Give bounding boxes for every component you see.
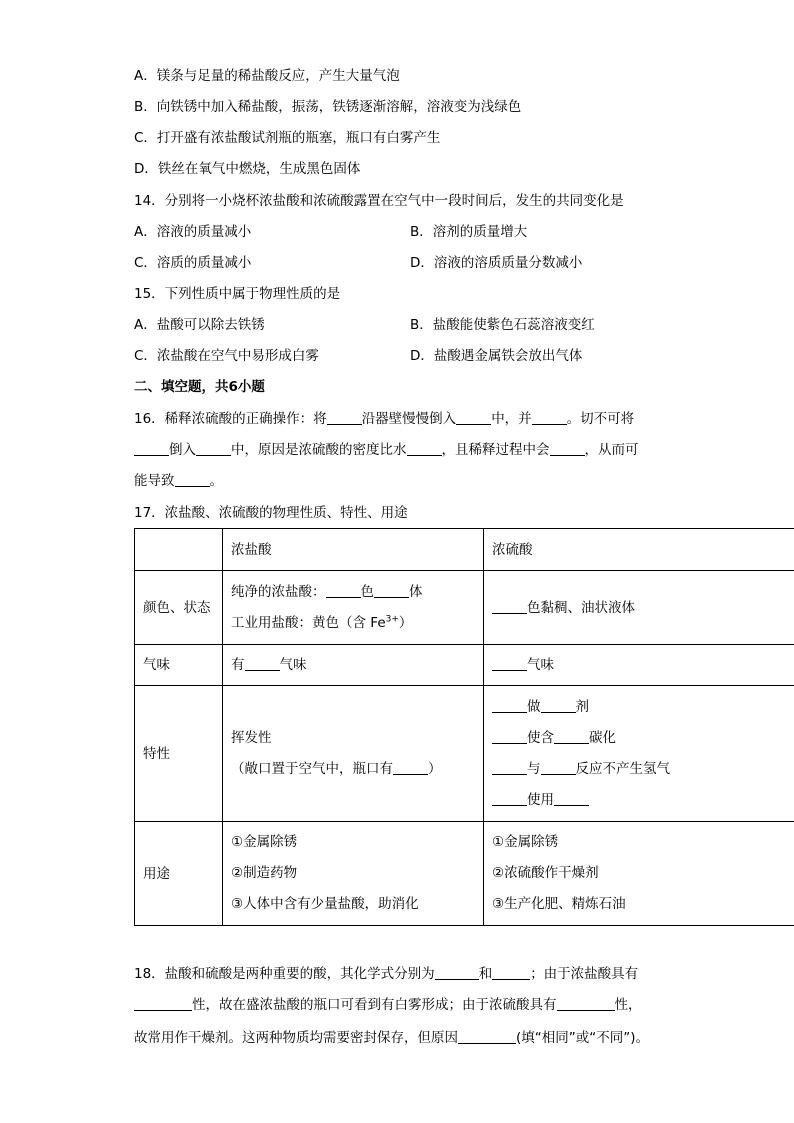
cell-line (492, 785, 794, 816)
row-label: 用途 (135, 822, 223, 926)
row-label: 特性 (135, 686, 223, 822)
answer-blank[interactable] (492, 729, 527, 744)
cell-text: 体 (409, 583, 423, 600)
cell-text: 使含 (527, 729, 554, 746)
q13-option-b: B．向铁锈中加入稀盐酸，振荡，铁锈逐渐溶解，溶液变为浅绿色 (134, 99, 522, 115)
properties-table (134, 528, 794, 926)
cell-text: 与 (527, 760, 541, 777)
q14-option-d: D．溶液的溶质质量分数减小 (410, 255, 583, 271)
answer-blank[interactable] (492, 656, 527, 671)
answer-blank[interactable] (327, 410, 362, 425)
answer-blank[interactable] (492, 599, 527, 614)
table-header-row (135, 529, 794, 571)
table-row-property (135, 686, 794, 822)
cell-line: 挥发性 (231, 729, 272, 746)
cell-line (492, 723, 794, 754)
answer-blank[interactable] (175, 472, 210, 487)
q18-text: 性，故在盛浓盐酸的瓶口可看到有白雾形成；由于浓硫酸具有 (192, 997, 557, 1013)
q16-text: ，且稀释过程中会 (441, 442, 550, 458)
cell-text: 做 (527, 698, 541, 715)
answer-blank[interactable] (196, 441, 231, 456)
q16-text: 倒入 (169, 442, 196, 458)
q16-line-2 (134, 440, 639, 460)
table-row-color (135, 571, 794, 645)
section-2-heading: 二、填空题，共6小题 (134, 379, 265, 395)
hcl-cell (223, 686, 484, 822)
q16-text: ，从而可 (584, 442, 639, 458)
q14-stem: 14．分别将一小烧杯浓盐酸和浓硫酸露置在空气中一段时间后，发生的共同变化是 (134, 193, 624, 209)
cell-line: ③人体中含有少量盐酸，助消化 (231, 896, 419, 912)
cell-line (231, 577, 483, 608)
q14-option-a: A．溶液的质量减小 (134, 224, 252, 240)
table-row-use (135, 822, 794, 926)
answer-blank[interactable] (456, 410, 491, 425)
q16-text: 中，并 (491, 411, 532, 427)
answer-blank[interactable] (541, 698, 576, 713)
h2so4-cell (484, 822, 794, 926)
cell-text: 纯净的浓盐酸： (231, 583, 326, 600)
answer-blank[interactable] (407, 441, 442, 456)
table-header-cell (135, 529, 223, 571)
answer-blank[interactable] (550, 441, 585, 456)
cell-line: ②制造药物 (231, 865, 298, 881)
q18-line-3 (134, 1028, 649, 1048)
q15-option-b: B．盐酸能使紫色石蕊溶液变红 (410, 317, 595, 333)
answer-blank[interactable] (557, 996, 615, 1011)
q16-text: 中，原因是浓硫酸的密度比水 (231, 442, 407, 458)
cell-text: 使用 (527, 791, 554, 808)
q18-text: 故常用作干燥剂。这两种物质均需要密封保存，但原因 (134, 1030, 458, 1046)
answer-blank[interactable] (532, 410, 567, 425)
q13-option-a: A．镁条与足量的稀盐酸反应，产生大量气泡 (134, 68, 400, 84)
cell-text: ） (428, 760, 442, 777)
cell-text: 色 (360, 583, 374, 600)
cell-text: 碳化 (589, 729, 616, 746)
q14-option-c: C．溶质的质量减小 (134, 255, 252, 271)
q18-line-2 (134, 995, 642, 1015)
cell-line: ②浓硫酸作干燥剂 (492, 865, 599, 881)
q15-option-d: D．盐酸遇金属铁会放出气体 (410, 348, 583, 364)
answer-blank[interactable] (393, 760, 428, 775)
answer-blank[interactable] (492, 698, 527, 713)
cell-line (492, 754, 794, 785)
hcl-cell (223, 822, 484, 926)
hcl-cell (223, 571, 484, 645)
h2so4-cell (484, 645, 794, 686)
q16-line-1 (134, 409, 634, 429)
answer-blank[interactable] (326, 583, 361, 598)
q18-text: (填“相同”或“不同”)。 (516, 1030, 650, 1046)
cell-line: ①金属除锈 (231, 834, 298, 850)
row-label: 颜色、状态 (135, 571, 223, 645)
answer-blank[interactable] (134, 441, 169, 456)
cell-text: 色黏稠、油状液体 (527, 599, 635, 616)
cell-text: 反应不产生氢气 (575, 760, 670, 777)
h2so4-cell (484, 686, 794, 822)
answer-blank[interactable] (492, 791, 527, 806)
row-label: 气味 (135, 645, 223, 686)
answer-blank[interactable] (492, 760, 527, 775)
h2so4-cell (484, 571, 794, 645)
hcl-cell (223, 645, 484, 686)
cell-line (231, 754, 483, 785)
cell-text: 剂 (575, 698, 589, 715)
q15-option-a: A．盐酸可以除去铁锈 (134, 317, 265, 333)
q16-line-3 (134, 471, 223, 491)
answer-blank[interactable] (435, 965, 479, 980)
cell-text: 有 (231, 657, 245, 673)
answer-blank[interactable] (554, 729, 589, 744)
answer-blank[interactable] (492, 965, 530, 980)
q16-text: 沿器壁慢慢倒入 (361, 411, 457, 427)
cell-text: 气味 (279, 657, 307, 673)
answer-blank[interactable] (134, 996, 192, 1011)
cell-text: 气味 (527, 657, 554, 673)
q17-stem: 17．浓盐酸、浓硫酸的物理性质、特性、用途 (134, 505, 408, 521)
answer-blank[interactable] (541, 760, 576, 775)
q18-text: 18．盐酸和硫酸是两种重要的酸，其化学式分别为 (134, 966, 435, 982)
answer-blank[interactable] (458, 1029, 516, 1044)
q16-text: 。切不可将 (566, 411, 635, 427)
q18-text: 和 (478, 966, 493, 982)
q16-text: 16．稀释浓硫酸的正确操作：将 (134, 411, 327, 427)
q14-option-b: B．溶剂的质量增大 (410, 224, 528, 240)
cell-line (492, 692, 794, 723)
q18-text: 性， (614, 997, 642, 1013)
q16-text: 能导致 (134, 473, 175, 489)
q13-option-d: D．铁丝在氧气中燃烧，生成黑色固体 (134, 161, 361, 177)
cell-text: （敞口置于空气中，瓶口有 (231, 760, 393, 777)
cell-line (231, 608, 483, 639)
cell-text: 工业用盐酸：黄色（含 Fe (231, 614, 386, 631)
answer-blank[interactable] (554, 791, 589, 806)
superscript: 3+ (385, 614, 399, 624)
q16-text: 。 (209, 473, 223, 489)
q18-line-1 (134, 964, 638, 984)
cell-text: ） (398, 614, 413, 631)
table-header-cell: 浓盐酸 (223, 529, 484, 571)
cell-line: ③生产化肥、精炼石油 (492, 896, 626, 912)
q13-option-c: C．打开盛有浓盐酸试剂瓶的瓶塞，瓶口有白雾产生 (134, 130, 441, 146)
answer-blank[interactable] (374, 583, 409, 598)
table-header-cell: 浓硫酸 (484, 529, 794, 571)
q15-option-c: C．浓盐酸在空气中易形成白雾 (134, 348, 319, 364)
answer-blank[interactable] (245, 656, 280, 671)
table-row-smell (135, 645, 794, 686)
q15-stem: 15．下列性质中属于物理性质的是 (134, 286, 341, 302)
q18-text: ；由于浓盐酸具有 (530, 966, 639, 982)
cell-line: ①金属除锈 (492, 834, 559, 850)
